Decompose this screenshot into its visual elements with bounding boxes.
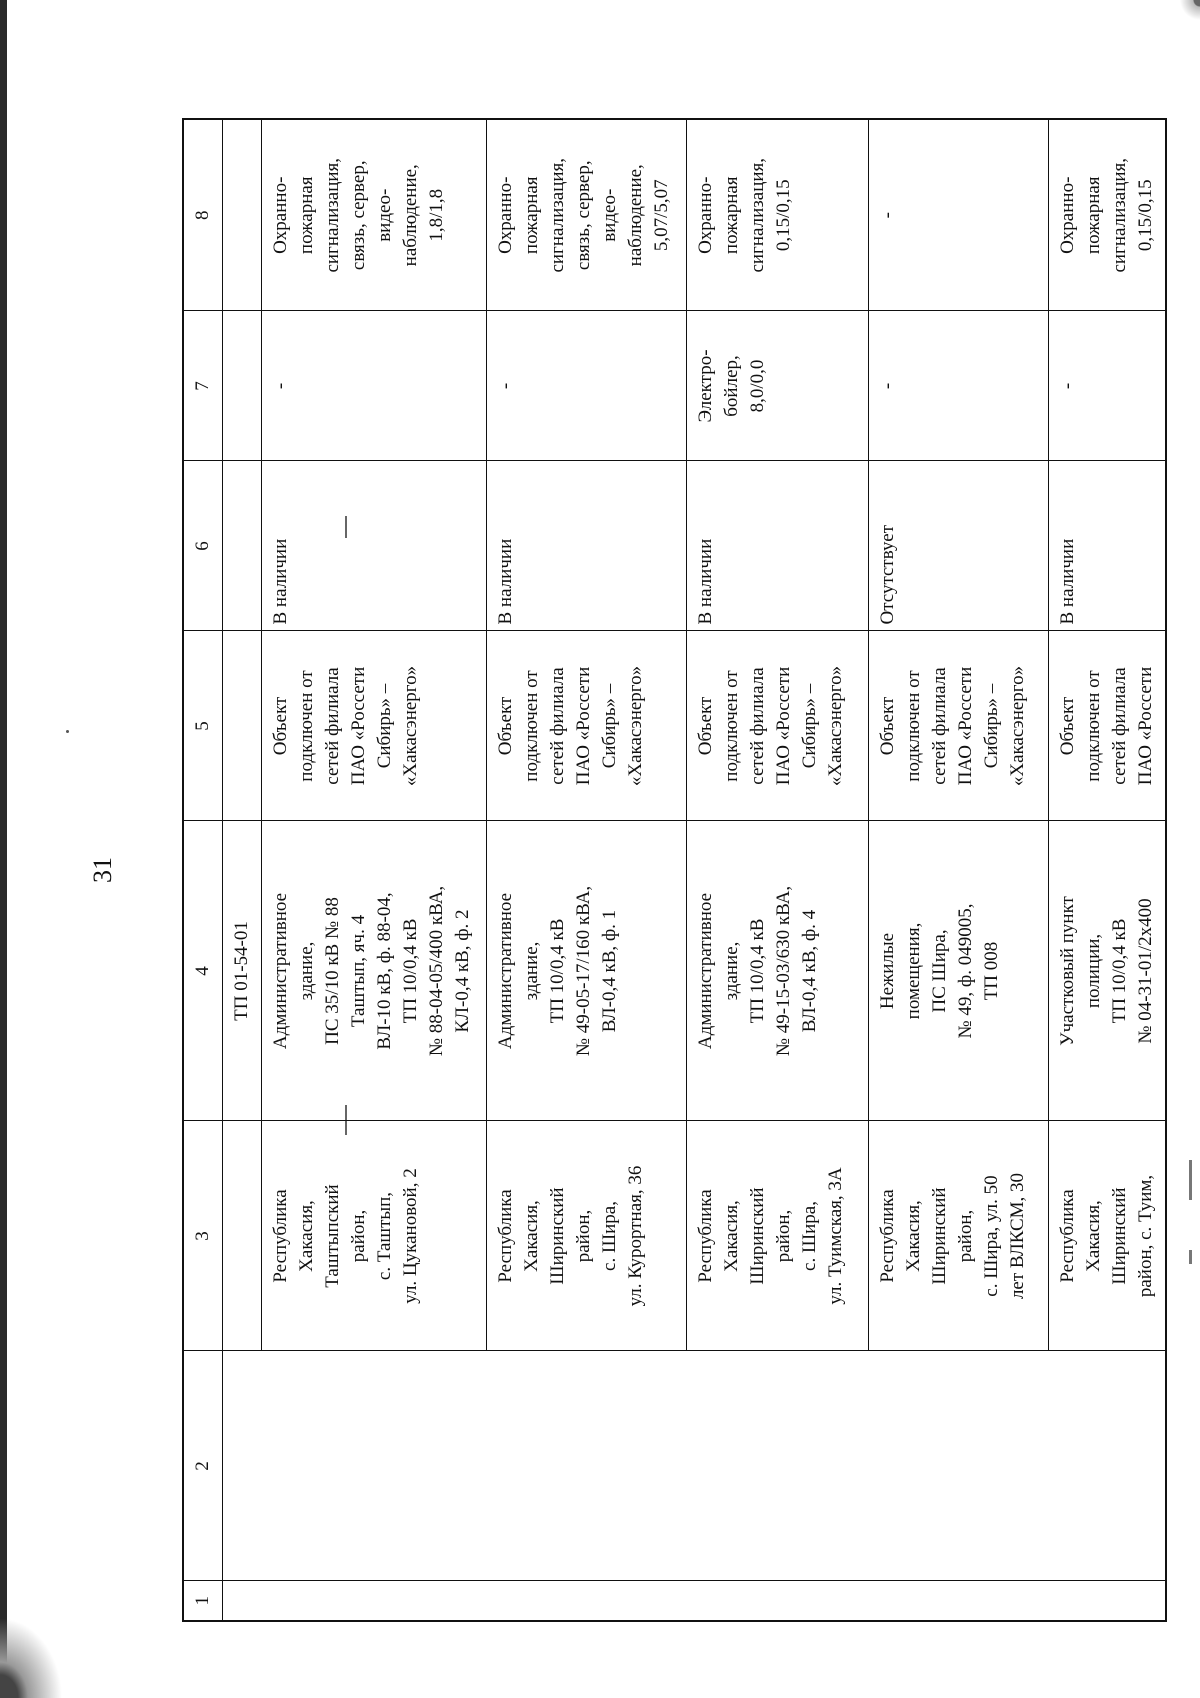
equipment-cell-line: Охранно-	[695, 176, 716, 254]
address-cell-line: ул. Цукановой, 2	[400, 1168, 421, 1304]
object-cell-line: Административное	[495, 892, 516, 1050]
object-cell	[1049, 821, 1167, 1121]
address-cell-line: с. Шира, ул. 50	[981, 1175, 1002, 1297]
object-cell	[487, 821, 687, 1121]
connection-cell-line: ПАО «Россети	[773, 666, 794, 786]
status-cell	[869, 461, 1049, 631]
connection-cell-line: сетей филиала	[1109, 667, 1130, 785]
status-cell-line: В наличии	[495, 538, 516, 625]
object-cell-line: ВЛ-0,4 кВ, ф. 1	[599, 909, 620, 1033]
connection-cell-line: подключен от	[721, 670, 742, 782]
heating-cell	[487, 311, 687, 461]
address-cell-line: Хакасия,	[296, 1200, 317, 1272]
address-cell-line: район,	[773, 1209, 794, 1263]
heating-cell	[1049, 311, 1167, 461]
page-number: 31	[88, 857, 117, 883]
heating-cell-line: -	[877, 382, 898, 390]
objects-table	[182, 118, 1167, 1622]
heating-cell-line: -	[1057, 382, 1078, 390]
scan-left-edge	[0, 0, 7, 1698]
connection-cell-line: сетей филиала	[929, 667, 950, 785]
equipment-cell-line: Охранно-	[270, 176, 291, 254]
address-cell-line: с. Шира,	[599, 1201, 620, 1271]
object-cell-line: № 88-04-05/400 кВА,	[426, 885, 447, 1057]
equipment-cell-line: сигнализация,	[1109, 157, 1130, 273]
object-cell	[869, 821, 1049, 1121]
connection-cell-line: подключен от	[296, 670, 317, 782]
equipment-cell-line: пожарная	[721, 176, 742, 255]
object-cell-line: здание,	[721, 941, 742, 1001]
object-cell-line: ТП 10/0,4 кВ	[1109, 918, 1130, 1024]
equipment-cell-line: сигнализация,	[747, 157, 768, 273]
section-label: ТП 01-54-01	[223, 821, 262, 1121]
connection-cell-line: Сибирь» –	[799, 683, 820, 769]
address-cell-line: район,	[348, 1209, 369, 1263]
address-cell-line: район,	[573, 1209, 594, 1263]
column-number: 4	[183, 821, 223, 1121]
section-empty-cell	[223, 631, 262, 821]
connection-cell-line: Сибирь» –	[981, 683, 1002, 769]
address-cell	[487, 1121, 687, 1351]
address-cell-line: район, с. Туим,	[1135, 1174, 1156, 1298]
equipment-cell-line: Охранно-	[1057, 176, 1078, 254]
equipment-cell-line: видео-	[374, 188, 395, 242]
equipment-cell	[262, 119, 487, 311]
connection-cell	[487, 631, 687, 821]
status-cell	[1049, 461, 1167, 631]
object-cell-line: № 49, ф. 049005,	[955, 903, 976, 1039]
connection-cell-line: Объект	[495, 696, 516, 756]
address-cell-line: ул. Туимская, 3А	[825, 1167, 846, 1305]
column-number: 6	[183, 461, 223, 631]
equipment-cell-line: видео-	[599, 188, 620, 242]
connection-cell-line: Объект	[695, 696, 716, 756]
equipment-cell-line: наблюдение,	[625, 164, 646, 267]
object-cell-line: помещения,	[903, 922, 924, 1020]
scan-mark	[1189, 1160, 1192, 1200]
object-cell-line: № 04-31-01/2х400	[1135, 898, 1156, 1044]
address-cell-line: ул. Курортная, 36	[625, 1165, 646, 1307]
address-cell-line: Ширинский	[547, 1187, 568, 1285]
equipment-cell-line: 0,15/0,15	[773, 179, 794, 252]
connection-cell-line: подключен от	[1083, 670, 1104, 782]
equipment-cell-line: наблюдение,	[400, 164, 421, 267]
connection-cell-line: «Хакасэнерго»	[400, 665, 421, 787]
address-cell	[1049, 1121, 1167, 1351]
object-cell-line: ТП 10/0,4 кВ	[747, 918, 768, 1024]
heating-cell-line: Электро-	[695, 349, 716, 423]
equipment-cell-line: 0,15/0,15	[1135, 179, 1156, 252]
object-cell-line: Административное	[695, 892, 716, 1050]
column-number: 7	[183, 311, 223, 461]
address-cell-line: район,	[955, 1209, 976, 1263]
address-cell	[262, 1121, 487, 1351]
connection-cell-line: Сибирь» –	[599, 683, 620, 769]
heating-cell-line: 8,0/0,0	[747, 359, 768, 413]
address-cell-line: с. Шира,	[799, 1201, 820, 1271]
section-empty-cell	[223, 119, 262, 311]
section-empty-cell	[223, 1121, 262, 1351]
connection-cell-line: подключен от	[903, 670, 924, 782]
object-cell-line: полиции,	[1083, 933, 1104, 1009]
status-cell	[687, 461, 869, 631]
column-number: 1	[183, 1581, 223, 1621]
connection-cell	[262, 631, 487, 821]
status-cell-line: В наличии	[270, 538, 291, 625]
equipment-cell	[487, 119, 687, 311]
equipment-cell-line: связь, сервер,	[348, 160, 369, 271]
address-cell-line: Республика	[1057, 1189, 1078, 1283]
object-cell-line: ВЛ-10 кВ, ф. 88-04,	[374, 892, 395, 1050]
object-cell-line: ПС Шира,	[929, 929, 950, 1013]
address-cell-line: Таштыпский	[322, 1184, 343, 1288]
scan-artifact-top-right	[1166, 0, 1200, 22]
column-number: 3	[183, 1121, 223, 1351]
heating-cell-line: -	[270, 382, 291, 390]
connection-cell	[869, 631, 1049, 821]
connection-cell-line: Сибирь» –	[374, 683, 395, 769]
column-number: 5	[183, 631, 223, 821]
section-empty-cell	[223, 461, 262, 631]
object-cell-line: ТП 10/0,4 кВ	[547, 918, 568, 1024]
equipment-cell-line: сигнализация,	[547, 157, 568, 273]
address-cell-line: с. Таштып,	[374, 1191, 395, 1281]
col2-merged-cell	[223, 1351, 1167, 1581]
scan-mark	[1189, 1250, 1192, 1264]
address-cell-line: Республика	[695, 1189, 716, 1283]
object-cell-line: № 49-15-03/630 кВА,	[773, 885, 794, 1057]
equipment-cell	[1049, 119, 1167, 311]
object-cell-line: ПС 35/10 кВ № 88	[322, 897, 343, 1045]
connection-cell-line: «Хакасэнерго»	[1007, 665, 1028, 787]
object-cell-line: Таштып, яч. 4	[348, 914, 369, 1028]
equipment-cell-line: связь, сервер,	[573, 160, 594, 271]
equipment-cell-line: 1,8/1,8	[426, 188, 447, 242]
object-cell-line: ТП 10/0,4 кВ	[400, 918, 421, 1024]
connection-cell	[1049, 631, 1167, 821]
connection-cell-line: ПАО «Россети	[955, 666, 976, 786]
equipment-cell-line: Охранно-	[495, 176, 516, 254]
connection-cell-line: ПАО «Россети	[573, 666, 594, 786]
object-cell-line: здание,	[296, 941, 317, 1001]
address-cell-line: Ширинский	[929, 1187, 950, 1285]
status-cell-line: В наличии	[1057, 538, 1078, 625]
address-cell-line: Республика	[495, 1189, 516, 1283]
connection-cell-line: Объект	[1057, 696, 1078, 756]
object-cell-line: ВЛ-0,4 кВ, ф. 4	[799, 909, 820, 1033]
status-cell-line: Отсутствует	[877, 524, 898, 625]
connection-cell-line: сетей филиала	[322, 667, 343, 785]
col1-merged-cell	[223, 1581, 1167, 1621]
rotated-page-content	[182, 120, 1156, 1622]
connection-cell-line: сетей филиала	[547, 667, 568, 785]
address-cell-line: Хакасия,	[903, 1200, 924, 1272]
address-cell	[687, 1121, 869, 1351]
status-cell	[262, 461, 487, 631]
connection-cell-line: подключен от	[521, 670, 542, 782]
connection-cell-line: «Хакасэнерго»	[825, 665, 846, 787]
object-cell-line: Нежилые	[877, 932, 898, 1010]
connection-cell-line: сетей филиала	[747, 667, 768, 785]
heating-cell-line: бойлер,	[721, 355, 742, 417]
scan-artifact-bottom-left	[0, 1608, 70, 1698]
column-number-row	[183, 119, 223, 1621]
equipment-cell-line: пожарная	[1083, 176, 1104, 255]
address-cell-line: Хакасия,	[521, 1200, 542, 1272]
column-number: 2	[183, 1351, 223, 1581]
object-cell-line: здание,	[521, 941, 542, 1001]
scan-dot	[66, 730, 69, 733]
object-cell-line: Административное	[270, 892, 291, 1050]
address-cell-line: Ширинский	[1109, 1187, 1130, 1285]
heating-cell-line: -	[495, 382, 516, 390]
object-cell-line: Участковый пункт	[1057, 896, 1078, 1046]
address-cell-line: Хакасия,	[1083, 1200, 1104, 1272]
connection-cell-line: ПАО «Россети	[1135, 666, 1156, 786]
equipment-cell	[869, 119, 1049, 311]
object-cell-line: № 49-05-17/160 кВА,	[573, 885, 594, 1057]
object-cell	[687, 821, 869, 1121]
address-cell-line: лет ВЛКСМ, 30	[1007, 1172, 1028, 1300]
address-cell-line: Ширинский	[747, 1187, 768, 1285]
address-cell	[869, 1121, 1049, 1351]
status-cell-line: В наличии	[695, 538, 716, 625]
heating-cell	[262, 311, 487, 461]
section-row	[223, 119, 262, 1621]
equipment-cell-line: пожарная	[521, 176, 542, 255]
connection-cell-line: ПАО «Россети	[348, 666, 369, 786]
equipment-cell-line: сигнализация,	[322, 157, 343, 273]
heating-cell	[869, 311, 1049, 461]
connection-cell-line: «Хакасэнерго»	[625, 665, 646, 787]
connection-cell	[687, 631, 869, 821]
equipment-cell-line: пожарная	[296, 176, 317, 255]
section-empty-cell	[223, 311, 262, 461]
status-cell	[487, 461, 687, 631]
equipment-cell	[687, 119, 869, 311]
address-cell-line: Республика	[270, 1189, 291, 1283]
object-cell-line: КЛ-0,4 кВ, ф. 2	[452, 909, 473, 1033]
address-cell-line: Хакасия,	[721, 1200, 742, 1272]
object-cell-line: ТП 008	[981, 941, 1002, 1001]
column-number: 8	[183, 119, 223, 311]
connection-cell-line: Объект	[270, 696, 291, 756]
equipment-cell-line: -	[877, 212, 898, 219]
equipment-cell-line: 5,07/5,07	[651, 179, 672, 252]
object-cell	[262, 821, 487, 1121]
address-cell-line: Республика	[877, 1189, 898, 1283]
heating-cell	[687, 311, 869, 461]
connection-cell-line: Объект	[877, 696, 898, 756]
